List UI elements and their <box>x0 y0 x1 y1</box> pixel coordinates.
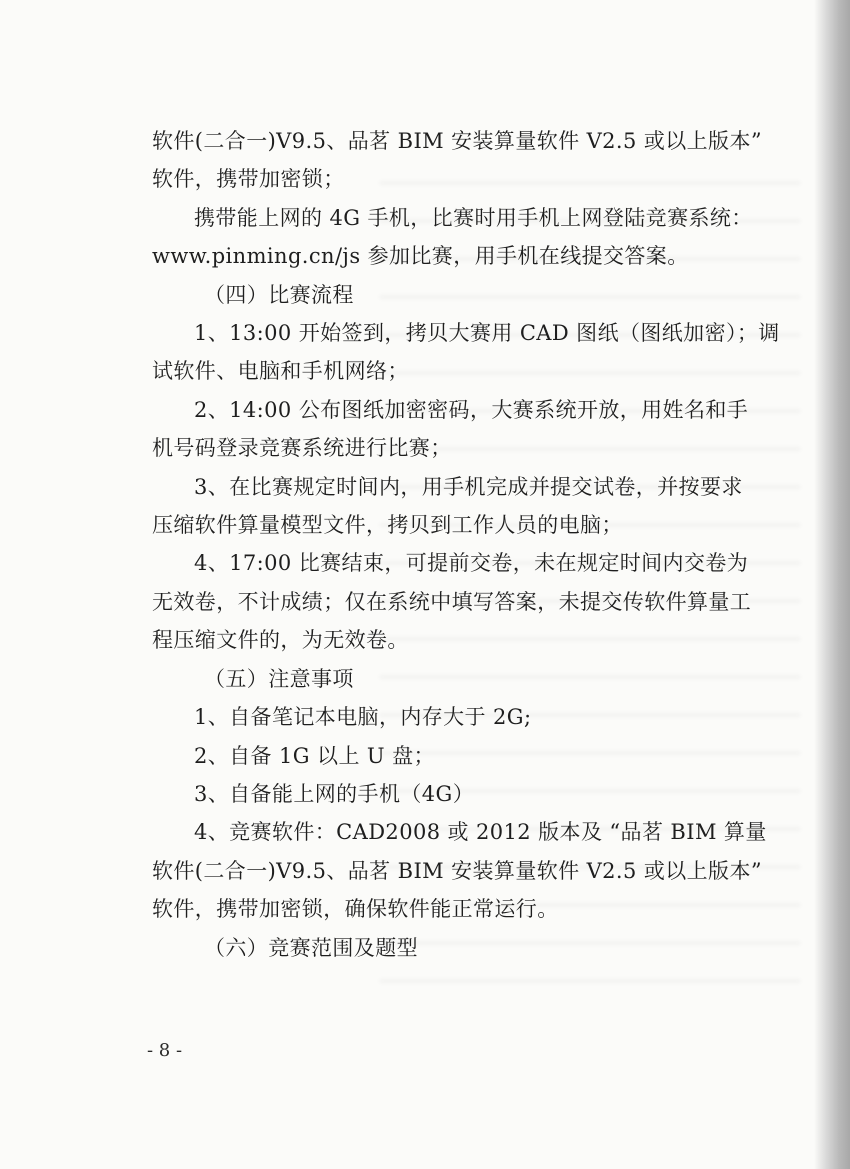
body-line: 试软件、电脑和手机网络； <box>152 359 409 384</box>
body-line: 软件(二合一)V9.5、品茗 BIM 安装算量软件 V2.5 或以上版本” <box>152 858 762 883</box>
document-body <box>152 122 780 967</box>
body-line: www.pinming.cn/js 参加比赛，用手机在线提交答案。 <box>152 244 689 269</box>
body-line: 程压缩文件的，为无效卷。 <box>152 628 409 653</box>
body-line: 压缩软件算量模型文件，拷贝到工作人员的电脑； <box>152 513 623 538</box>
body-line: 无效卷，不计成绩；仅在系统中填写答案，未提交传软件算量工 <box>152 589 752 614</box>
section-heading: （六）竞赛范围及题型 <box>204 935 418 960</box>
body-line: 1、自备笔记本电脑，内存大于 2G; <box>194 705 532 730</box>
body-line: 3、在比赛规定时间内，用手机完成并提交试卷，并按要求 <box>194 474 743 499</box>
section-heading: （五）注意事项 <box>204 666 354 691</box>
section-heading: （四）比赛流程 <box>204 282 354 307</box>
body-line: 3、自备能上网的手机（4G） <box>194 781 475 806</box>
body-line: 软件，携带加密锁，确保软件能正常运行。 <box>152 897 559 922</box>
body-line: 4、17:00 比赛结束，可提前交卷，未在规定时间内交卷为 <box>194 551 749 576</box>
body-line: 软件(二合一)V9.5、品茗 BIM 安装算量软件 V2.5 或以上版本” <box>152 129 762 153</box>
page-number: - 8 - <box>147 1040 183 1061</box>
body-line: 1、13:00 开始签到，拷贝大赛用 CAD 图纸（图纸加密）；调 <box>194 321 780 346</box>
body-line: 2、14:00 公布图纸加密密码，大赛系统开放，用姓名和手 <box>194 397 749 422</box>
page-edge-shadow <box>814 0 850 1169</box>
body-line: 机号码登录竞赛系统进行比赛； <box>152 436 452 461</box>
body-line: 4、竞赛软件：CAD2008 或 2012 版本及 “品茗 BIM 算量 <box>194 820 767 845</box>
body-line: 软件，携带加密锁； <box>152 167 345 192</box>
body-line: 2、自备 1G 以上 U 盘； <box>194 743 435 768</box>
body-line: 携带能上网的 4G 手机，比赛时用手机上网登陆竞赛系统： <box>194 205 753 230</box>
